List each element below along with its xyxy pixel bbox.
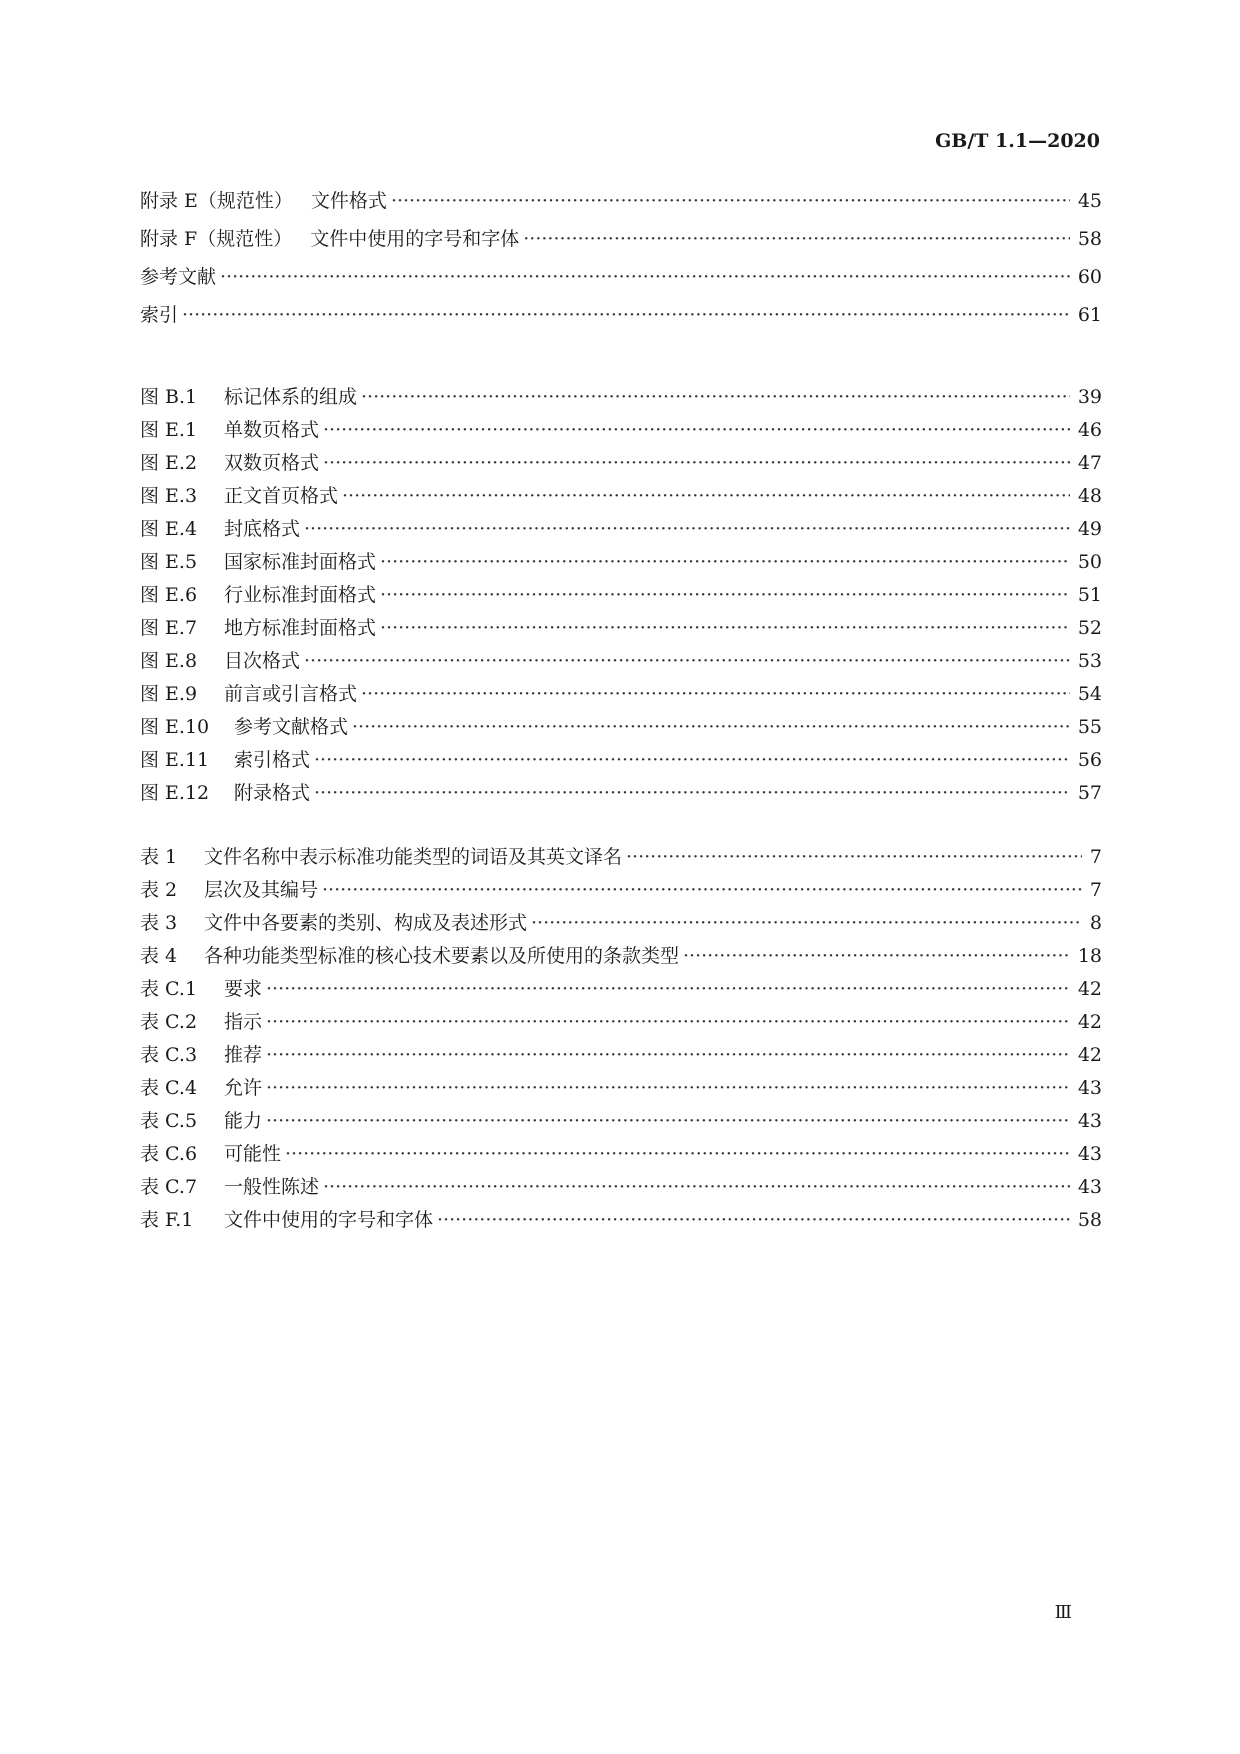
table-page: 42 (1077, 978, 1102, 1000)
figure-entry[interactable] (140, 481, 1102, 514)
figure-page: 53 (1077, 650, 1102, 672)
figure-entry[interactable] (140, 778, 1102, 811)
figure-title: 地方标准封面格式 (224, 617, 377, 639)
table-page: 42 (1077, 1044, 1102, 1066)
table-label: 表 C.7 (140, 1176, 198, 1198)
table-title: 允许 (224, 1077, 263, 1099)
figure-page: 54 (1077, 683, 1102, 705)
table-label: 表 C.4 (140, 1077, 198, 1099)
table-entry[interactable] (140, 1106, 1102, 1139)
toc-entry[interactable] (140, 262, 1102, 300)
page-number: Ⅲ (1054, 1602, 1072, 1623)
table-label: 表 C.2 (140, 1011, 198, 1033)
figure-label: 图 E.8 (140, 650, 198, 672)
toc-entry-title: 文件中使用的字号和字体 (310, 228, 520, 250)
toc-entry[interactable] (140, 186, 1102, 224)
document-code: GB/T 1.1—2020 (935, 130, 1100, 152)
table-page: 43 (1077, 1110, 1102, 1132)
figure-title: 目次格式 (224, 650, 301, 672)
figure-label: 图 E.2 (140, 452, 198, 474)
figure-page: 57 (1077, 782, 1102, 804)
toc-entry-title: 参考文献 (140, 266, 217, 288)
figure-entry[interactable] (140, 514, 1102, 547)
figure-title: 附录格式 (234, 782, 311, 804)
table-label: 表 3 (140, 912, 178, 934)
dot-leader (626, 846, 1082, 868)
figure-title: 双数页格式 (224, 452, 320, 474)
figure-label: 图 E.12 (140, 782, 210, 804)
figure-label: 图 E.3 (140, 485, 198, 507)
dot-leader (304, 518, 1070, 540)
table-page: 42 (1077, 1011, 1102, 1033)
figure-title: 前言或引言格式 (224, 683, 358, 705)
table-title: 能力 (224, 1110, 263, 1132)
table-entry[interactable] (140, 1073, 1102, 1106)
table-page: 43 (1077, 1143, 1102, 1165)
toc-entry-page: 45 (1077, 190, 1102, 212)
dot-leader (314, 749, 1070, 771)
dot-leader (437, 1209, 1070, 1231)
figure-label: 图 E.6 (140, 584, 198, 606)
dot-leader (342, 485, 1070, 507)
figure-page: 52 (1077, 617, 1102, 639)
table-title: 要求 (224, 978, 263, 1000)
figure-label: 图 B.1 (140, 386, 198, 408)
table-page: 43 (1077, 1077, 1102, 1099)
dot-leader (266, 978, 1070, 1000)
dot-leader (285, 1143, 1070, 1165)
dot-leader (683, 945, 1070, 967)
toc-entry[interactable] (140, 300, 1102, 338)
table-entry[interactable] (140, 1007, 1102, 1040)
table-page: 43 (1077, 1176, 1102, 1198)
toc-entry-page: 60 (1077, 266, 1102, 288)
figure-title: 单数页格式 (224, 419, 320, 441)
figure-title: 国家标准封面格式 (224, 551, 377, 573)
table-label: 表 2 (140, 879, 178, 901)
table-page: 7 (1089, 879, 1102, 901)
dot-leader (266, 1110, 1070, 1132)
toc-entry-title: 索引 (140, 304, 179, 326)
figure-page: 48 (1077, 485, 1102, 507)
table-title: 指示 (224, 1011, 263, 1033)
table-entry[interactable] (140, 842, 1102, 875)
figure-title: 标记体系的组成 (224, 386, 358, 408)
dot-leader (352, 716, 1070, 738)
table-title: 一般性陈述 (224, 1176, 320, 1198)
figure-label: 图 E.9 (140, 683, 198, 705)
table-page: 7 (1089, 846, 1102, 868)
dot-leader (314, 782, 1070, 804)
figure-entry[interactable] (140, 580, 1102, 613)
table-label: 表 1 (140, 846, 178, 868)
figure-label: 图 E.1 (140, 419, 198, 441)
table-label: 表 4 (140, 945, 178, 967)
figure-label: 图 E.4 (140, 518, 198, 540)
table-entry[interactable] (140, 1172, 1102, 1205)
table-label: 表 C.1 (140, 978, 198, 1000)
table-entry[interactable] (140, 875, 1102, 908)
figure-page: 47 (1077, 452, 1102, 474)
figure-label: 图 E.11 (140, 749, 210, 771)
figure-title: 封底格式 (224, 518, 301, 540)
dot-leader (322, 879, 1082, 901)
figure-page: 56 (1077, 749, 1102, 771)
figure-entry[interactable] (140, 679, 1102, 712)
figure-page: 49 (1077, 518, 1102, 540)
dot-leader (266, 1011, 1070, 1033)
figure-entry[interactable] (140, 712, 1102, 745)
table-label: 表 C.5 (140, 1110, 198, 1132)
toc-entry-label: 附录 F（规范性） (140, 228, 293, 250)
table-label: 表 C.6 (140, 1143, 198, 1165)
figure-title: 行业标准封面格式 (224, 584, 377, 606)
toc-entry-page: 61 (1077, 304, 1102, 326)
dot-leader (380, 551, 1070, 573)
table-label: 表 C.3 (140, 1044, 198, 1066)
dot-leader (391, 190, 1070, 212)
dot-leader (323, 452, 1070, 474)
table-entry[interactable] (140, 1040, 1102, 1073)
dot-leader (182, 304, 1070, 326)
table-title: 层次及其编号 (204, 879, 319, 901)
table-title: 推荐 (224, 1044, 263, 1066)
figure-entry[interactable] (140, 547, 1102, 580)
figure-label: 图 E.10 (140, 716, 210, 738)
figure-page: 39 (1077, 386, 1102, 408)
table-entry[interactable] (140, 908, 1102, 941)
table-page: 18 (1077, 945, 1102, 967)
dot-leader (323, 1176, 1070, 1198)
table-title: 各种功能类型标准的核心技术要素以及所使用的条款类型 (204, 945, 680, 967)
table-title: 文件中各要素的类别、构成及表述形式 (204, 912, 528, 934)
dot-leader (323, 419, 1070, 441)
figure-page: 51 (1077, 584, 1102, 606)
table-entry[interactable] (140, 941, 1102, 974)
figure-page: 50 (1077, 551, 1102, 573)
toc-entry-title: 文件格式 (310, 190, 387, 212)
table-list-section (140, 842, 1102, 1238)
figure-entry[interactable] (140, 613, 1102, 646)
figure-entry[interactable] (140, 382, 1102, 415)
toc-entry-label: 附录 E（规范性） (140, 190, 293, 212)
dot-leader (523, 228, 1070, 250)
figure-entry[interactable] (140, 448, 1102, 481)
dot-leader (380, 584, 1070, 606)
figure-list-section (140, 382, 1102, 811)
appendix-toc-section (140, 186, 1102, 338)
figure-page: 46 (1077, 419, 1102, 441)
dot-leader (531, 912, 1082, 934)
figure-entry[interactable] (140, 415, 1102, 448)
figure-title: 参考文献格式 (234, 716, 349, 738)
table-title: 文件名称中表示标准功能类型的词语及其英文译名 (204, 846, 623, 868)
dot-leader (220, 266, 1070, 288)
figure-page: 55 (1077, 716, 1102, 738)
figure-entry[interactable] (140, 745, 1102, 778)
table-label: 表 F.1 (140, 1209, 194, 1231)
table-page: 58 (1077, 1209, 1102, 1231)
dot-leader (361, 386, 1070, 408)
dot-leader (266, 1044, 1070, 1066)
figure-entry[interactable] (140, 646, 1102, 679)
dot-leader (304, 650, 1070, 672)
figure-label: 图 E.5 (140, 551, 198, 573)
figure-title: 索引格式 (234, 749, 311, 771)
table-title: 文件中使用的字号和字体 (224, 1209, 434, 1231)
table-entry[interactable] (140, 1205, 1102, 1238)
table-title: 可能性 (224, 1143, 282, 1165)
dot-leader (266, 1077, 1070, 1099)
figure-label: 图 E.7 (140, 617, 198, 639)
table-entry[interactable] (140, 974, 1102, 1007)
figure-title: 正文首页格式 (224, 485, 339, 507)
table-page: 8 (1089, 912, 1102, 934)
table-entry[interactable] (140, 1139, 1102, 1172)
dot-leader (380, 617, 1070, 639)
dot-leader (361, 683, 1070, 705)
toc-entry-page: 58 (1077, 228, 1102, 250)
toc-entry[interactable] (140, 224, 1102, 262)
